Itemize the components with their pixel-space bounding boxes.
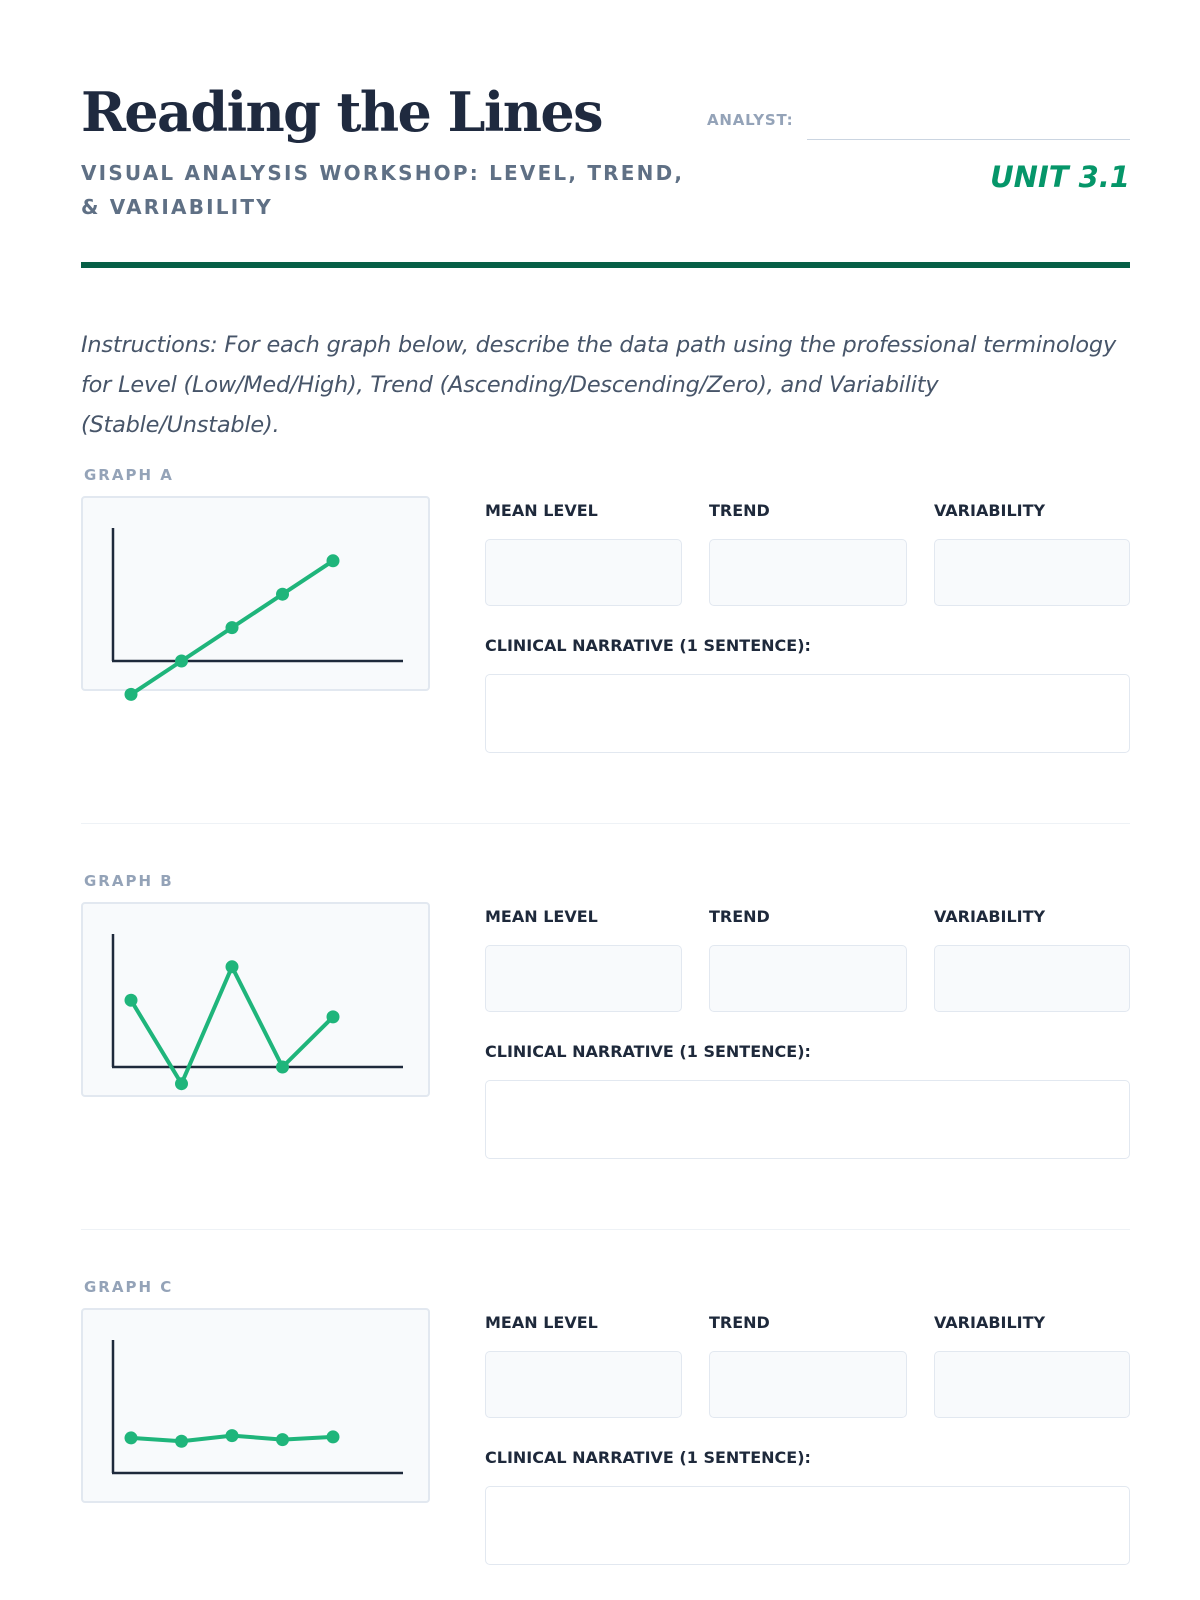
variability-input[interactable] bbox=[934, 539, 1130, 606]
narrative-input[interactable] bbox=[485, 674, 1130, 753]
line-chart-svg bbox=[83, 904, 432, 1099]
analyst-name-field[interactable] bbox=[807, 139, 1130, 140]
data-point bbox=[226, 1429, 239, 1442]
page-title: Reading the Lines bbox=[81, 80, 602, 144]
data-point bbox=[125, 688, 138, 701]
data-point bbox=[226, 960, 239, 973]
graph-label: GRAPH A bbox=[84, 466, 174, 484]
data-point bbox=[175, 1435, 188, 1448]
mean-level-label: MEAN LEVEL bbox=[485, 907, 598, 926]
unit-badge: UNIT 3.1 bbox=[990, 160, 1130, 194]
graph-section-b bbox=[81, 872, 1130, 1172]
trend-input[interactable] bbox=[709, 1351, 907, 1418]
mean-level-input[interactable] bbox=[485, 1351, 682, 1418]
trend-input[interactable] bbox=[709, 539, 907, 606]
narrative-label: CLINICAL NARRATIVE (1 SENTENCE): bbox=[485, 1448, 811, 1467]
data-point bbox=[276, 1061, 289, 1074]
line-chart-svg bbox=[83, 498, 432, 693]
mean-level-input[interactable] bbox=[485, 539, 682, 606]
graph-section-a bbox=[81, 466, 1130, 766]
graph-a-chart bbox=[81, 496, 430, 691]
variability-input[interactable] bbox=[934, 1351, 1130, 1418]
variability-label: VARIABILITY bbox=[934, 1313, 1046, 1332]
section-divider bbox=[81, 1229, 1130, 1230]
variability-label: VARIABILITY bbox=[934, 907, 1046, 926]
variability-input[interactable] bbox=[934, 945, 1130, 1012]
page-subtitle: VISUAL ANALYSIS WORKSHOP: LEVEL, TREND, & VARIABILITY bbox=[81, 161, 685, 219]
graph-label: GRAPH B bbox=[84, 872, 174, 890]
data-point bbox=[125, 994, 138, 1007]
narrative-input[interactable] bbox=[485, 1486, 1130, 1565]
line-chart-svg bbox=[83, 1310, 432, 1505]
data-point bbox=[226, 621, 239, 634]
trend-label: TREND bbox=[709, 1313, 770, 1332]
data-point bbox=[276, 588, 289, 601]
narrative-input[interactable] bbox=[485, 1080, 1130, 1159]
variability-label: VARIABILITY bbox=[934, 501, 1046, 520]
data-point bbox=[175, 1077, 188, 1090]
graph-label: GRAPH C bbox=[84, 1278, 174, 1296]
data-point bbox=[125, 1431, 138, 1444]
narrative-label: CLINICAL NARRATIVE (1 SENTENCE): bbox=[485, 636, 811, 655]
trend-input[interactable] bbox=[709, 945, 907, 1012]
graph-section-c bbox=[81, 1278, 1130, 1578]
mean-level-label: MEAN LEVEL bbox=[485, 501, 598, 520]
mean-level-label: MEAN LEVEL bbox=[485, 1313, 598, 1332]
section-divider bbox=[81, 823, 1130, 824]
narrative-label: CLINICAL NARRATIVE (1 SENTENCE): bbox=[485, 1042, 811, 1061]
data-point bbox=[276, 1433, 289, 1446]
instructions-text: Instructions: For each graph below, describe the data path using the professional terminology for Level (Low/Med/High), Trend (Ascending/Descending/Zero), and Variability (Stable/Unstable). bbox=[81, 332, 1116, 438]
data-point bbox=[175, 655, 188, 668]
data-point bbox=[327, 554, 340, 567]
data-point bbox=[327, 1010, 340, 1023]
trend-label: TREND bbox=[709, 907, 770, 926]
trend-label: TREND bbox=[709, 501, 770, 520]
mean-level-input[interactable] bbox=[485, 945, 682, 1012]
graph-c-chart bbox=[81, 1308, 430, 1503]
analyst-label: ANALYST: bbox=[707, 111, 794, 129]
graph-b-chart bbox=[81, 902, 430, 1097]
header-rule bbox=[81, 262, 1130, 268]
data-point bbox=[327, 1430, 340, 1443]
